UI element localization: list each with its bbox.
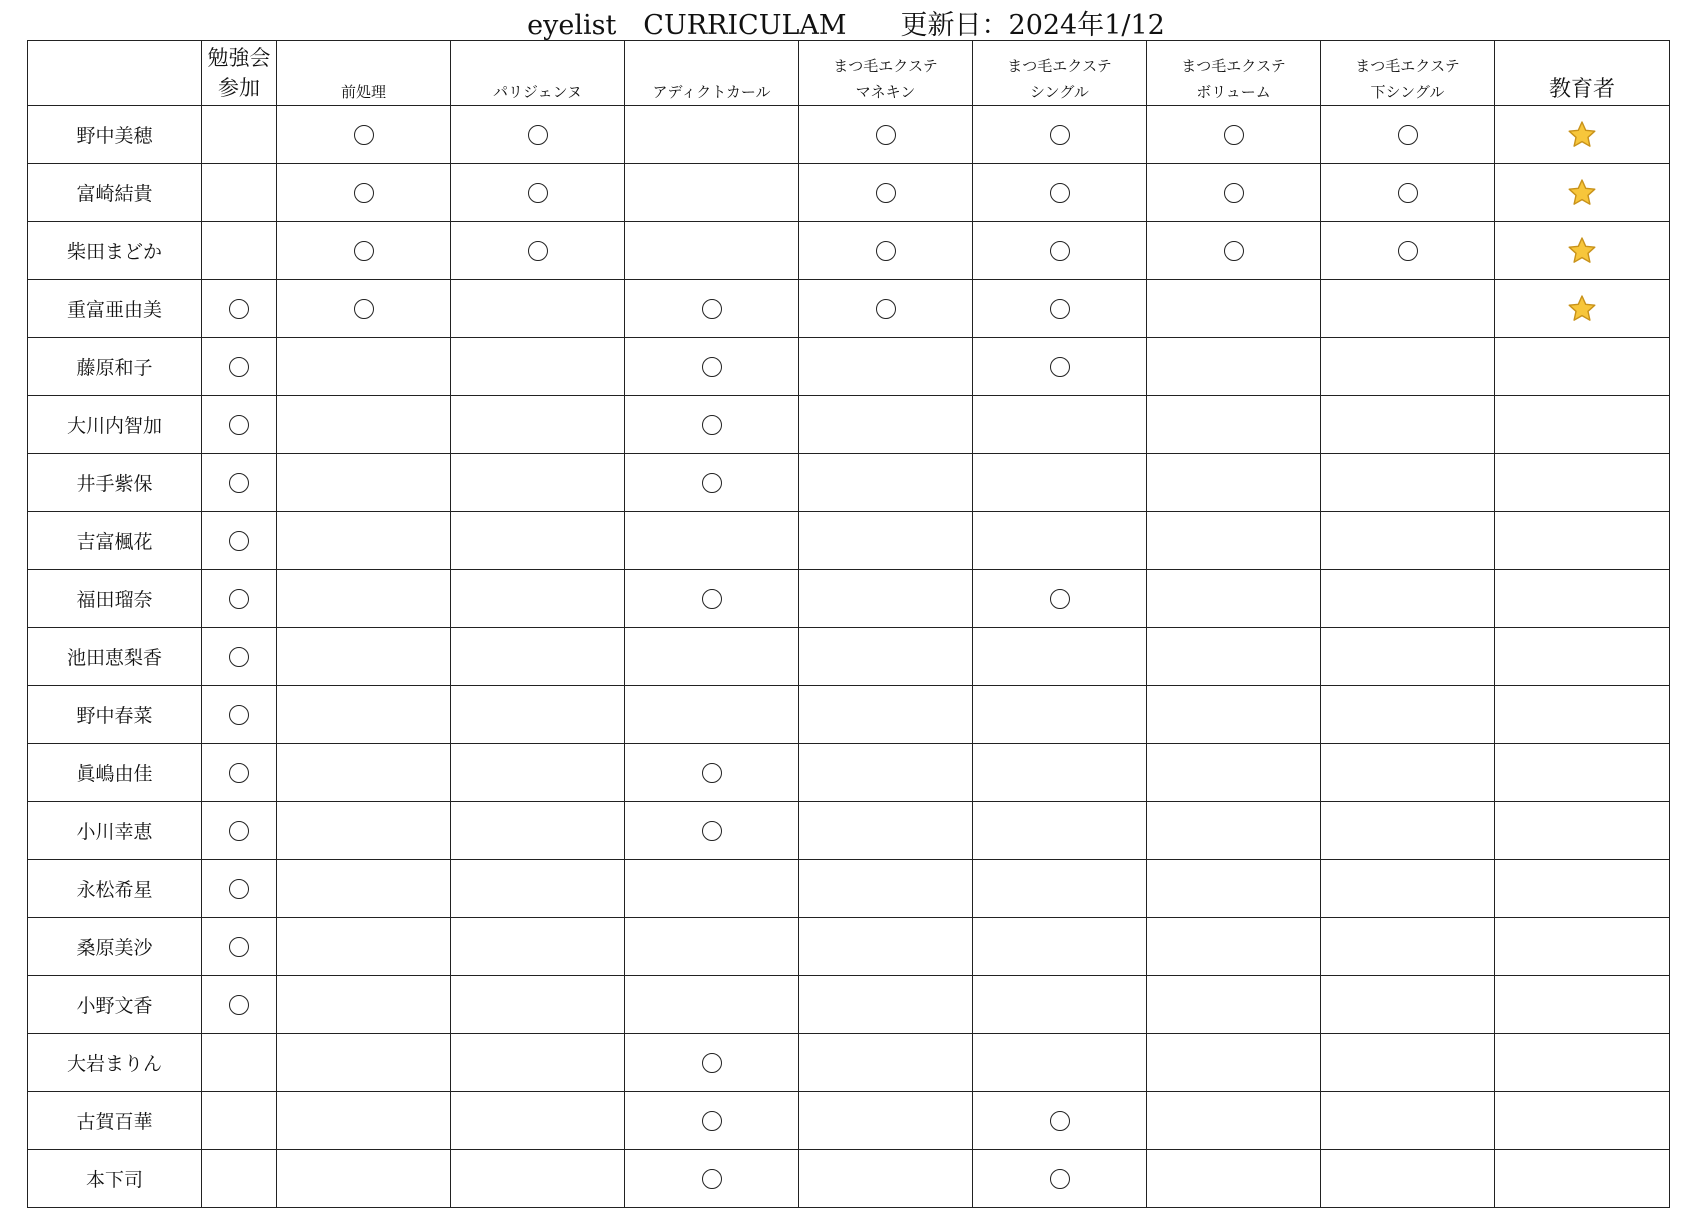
mark-cell [1321,1150,1495,1208]
header-line: まつ毛エクステ [1007,57,1112,75]
mark-cell [1147,570,1321,628]
educator-header [1495,41,1670,106]
mark-cell [973,512,1147,570]
mark-cell [1321,860,1495,918]
circle-mark-icon [1050,589,1070,609]
mark-cell [1147,1150,1321,1208]
header-line: まつ毛エクステ [1355,57,1460,75]
mark-cell [625,280,799,338]
table-body [28,106,1670,1208]
mark-cell [451,628,625,686]
staff-name: 柴田まどか [28,222,202,280]
mark-cell [1321,628,1495,686]
circle-mark-icon [702,473,722,493]
staff-name: 野中春菜 [28,686,202,744]
mark-cell [799,744,973,802]
mark-cell [202,222,277,280]
mark-cell [451,280,625,338]
staff-name: 大岩まりん [28,1034,202,1092]
mark-cell [451,1150,625,1208]
star-shape [1569,238,1595,262]
mark-cell [973,918,1147,976]
mark-cell [202,106,277,164]
table-row [28,1034,1670,1092]
circle-mark-icon [702,299,722,319]
staff-name: 大川内智加 [28,396,202,454]
mark-cell [1147,512,1321,570]
circle-mark-icon [702,357,722,377]
circle-mark-icon [1398,183,1418,203]
mark-cell [973,106,1147,164]
mark-cell [1321,570,1495,628]
mark-cell [625,1150,799,1208]
header-line: まつ毛エクステ [833,57,938,75]
mark-cell [625,744,799,802]
mark-cell [1147,164,1321,222]
mark-cell [451,1092,625,1150]
mark-cell [1321,454,1495,512]
mark-cell [451,570,625,628]
table-row [28,454,1670,512]
table-row [28,1092,1670,1150]
mark-cell [1321,686,1495,744]
mark-cell [799,280,973,338]
mark-cell [1147,744,1321,802]
mark-cell [799,918,973,976]
circle-mark-icon [702,1169,722,1189]
mark-cell [1147,280,1321,338]
mark-cell [973,1034,1147,1092]
circle-mark-icon [229,299,249,319]
staff-name: 古賀百華 [28,1092,202,1150]
circle-mark-icon [1050,1169,1070,1189]
mark-cell [799,860,973,918]
mark-cell [202,802,277,860]
mark-cell [1321,106,1495,164]
mark-cell [451,744,625,802]
mark-cell [1147,628,1321,686]
lash-extension-mannequin-header [799,41,973,106]
mark-cell [202,1092,277,1150]
mark-cell [625,686,799,744]
mark-cell [277,686,451,744]
mark-cell [973,860,1147,918]
circle-mark-icon [229,937,249,957]
educator-cell [1495,280,1670,338]
mark-cell [625,454,799,512]
mark-cell [973,222,1147,280]
circle-mark-icon [229,879,249,899]
mark-cell [1321,396,1495,454]
educator-cell [1495,1092,1670,1150]
mark-cell [625,512,799,570]
mark-cell [799,802,973,860]
circle-mark-icon [229,357,249,377]
educator-cell [1495,686,1670,744]
educator-cell [1495,338,1670,396]
document-title: eyelist CURRICULAM 更新日：2024年1/12 [527,10,1165,41]
star-icon [1567,236,1597,266]
circle-mark-icon [876,299,896,319]
circle-mark-icon [702,589,722,609]
table-row [28,628,1670,686]
circle-mark-icon [229,821,249,841]
mark-cell [973,396,1147,454]
mark-cell [202,338,277,396]
table-row [28,570,1670,628]
mark-cell [451,222,625,280]
star-shape [1569,180,1595,204]
mark-cell [277,1034,451,1092]
mark-cell [277,106,451,164]
mark-cell [625,570,799,628]
mark-cell [799,396,973,454]
circle-mark-icon [528,125,548,145]
circle-mark-icon [1050,1111,1070,1131]
mark-cell [202,860,277,918]
circle-mark-icon [354,299,374,319]
educator-cell [1495,396,1670,454]
mark-cell [202,164,277,222]
mark-cell [625,918,799,976]
table-row [28,918,1670,976]
mark-cell [277,802,451,860]
mark-cell [799,338,973,396]
mark-cell [799,1034,973,1092]
mark-cell [625,396,799,454]
circle-mark-icon [702,763,722,783]
mark-cell [1147,1034,1321,1092]
mark-cell [451,106,625,164]
mark-cell [1147,106,1321,164]
header-row [28,41,1670,106]
educator-cell [1495,918,1670,976]
staff-name: 眞嶋由佳 [28,744,202,802]
mark-cell [625,222,799,280]
mark-cell [202,744,277,802]
mark-cell [799,222,973,280]
mark-cell [277,396,451,454]
addict-curl-header [625,41,799,106]
circle-mark-icon [1224,125,1244,145]
mark-cell [451,454,625,512]
circle-mark-icon [229,995,249,1015]
educator-cell [1495,1150,1670,1208]
curriculum-table [27,40,1670,1208]
header-line: ボリューム [1196,83,1271,101]
circle-mark-icon [876,241,896,261]
staff-name: 藤原和子 [28,338,202,396]
staff-name: 重富亜由美 [28,280,202,338]
mark-cell [625,164,799,222]
staff-name: 福田瑠奈 [28,570,202,628]
mark-cell [1147,860,1321,918]
circle-mark-icon [1050,241,1070,261]
mark-cell [277,744,451,802]
mark-cell [625,976,799,1034]
mark-cell [1321,918,1495,976]
lash-extension-single-header [973,41,1147,106]
mark-cell [625,106,799,164]
staff-name: 本下司 [28,1150,202,1208]
circle-mark-icon [702,1111,722,1131]
staff-name: 永松希星 [28,860,202,918]
mark-cell [799,1150,973,1208]
star-icon [1567,120,1597,150]
circle-mark-icon [354,241,374,261]
mark-cell [625,1034,799,1092]
educator-cell [1495,164,1670,222]
circle-mark-icon [876,183,896,203]
header-line: マネキン [855,83,916,101]
table-row [28,744,1670,802]
circle-mark-icon [1050,357,1070,377]
mark-cell [202,1034,277,1092]
mark-cell [1147,976,1321,1034]
mark-cell [277,976,451,1034]
mark-cell [973,338,1147,396]
circle-mark-icon [1224,241,1244,261]
header-line: 教育者 [1548,77,1615,102]
mark-cell [1321,1092,1495,1150]
mark-cell [1321,512,1495,570]
mark-cell [202,512,277,570]
mark-cell [1321,976,1495,1034]
star-icon [1567,294,1597,324]
circle-mark-icon [876,125,896,145]
educator-cell [1495,802,1670,860]
circle-mark-icon [1050,299,1070,319]
mark-cell [625,1092,799,1150]
mark-cell [973,744,1147,802]
mark-cell [202,280,277,338]
mark-cell [277,918,451,976]
mark-cell [277,338,451,396]
educator-cell [1495,1034,1670,1092]
educator-cell [1495,512,1670,570]
mark-cell [202,628,277,686]
mark-cell [277,628,451,686]
star-shape [1569,122,1595,146]
mark-cell [1147,918,1321,976]
educator-cell [1495,860,1670,918]
table-row [28,1150,1670,1208]
table-row [28,396,1670,454]
mark-cell [277,1092,451,1150]
mark-cell [277,860,451,918]
mark-cell [799,628,973,686]
star-shape [1569,296,1595,320]
header-line: シングル [1030,83,1089,101]
mark-cell [202,686,277,744]
mark-cell [799,976,973,1034]
table-row [28,338,1670,396]
mark-cell [1147,222,1321,280]
educator-cell [1495,628,1670,686]
educator-cell [1495,222,1670,280]
staff-name: 池田恵梨香 [28,628,202,686]
mark-cell [1321,164,1495,222]
mark-cell [973,570,1147,628]
header-line: アディクトカール [652,83,771,101]
mark-cell [451,338,625,396]
staff-name: 桑原美沙 [28,918,202,976]
table-row [28,222,1670,280]
circle-mark-icon [1224,183,1244,203]
circle-mark-icon [229,531,249,551]
mark-cell [202,976,277,1034]
mark-cell [625,338,799,396]
header-line: 勉強会 [207,46,271,70]
circle-mark-icon [229,473,249,493]
educator-cell [1495,106,1670,164]
mark-cell [799,164,973,222]
circle-mark-icon [354,183,374,203]
mark-cell [973,1150,1147,1208]
mark-cell [625,802,799,860]
mark-cell [451,164,625,222]
staff-name: 野中美穂 [28,106,202,164]
staff-name: 小野文香 [28,976,202,1034]
mark-cell [202,454,277,512]
circle-mark-icon [229,705,249,725]
mark-cell [973,686,1147,744]
mark-cell [277,164,451,222]
mark-cell [1147,396,1321,454]
circle-mark-icon [1398,125,1418,145]
mark-cell [277,1150,451,1208]
lash-extension-lower-single-header [1321,41,1495,106]
circle-mark-icon [528,241,548,261]
circle-mark-icon [1050,183,1070,203]
mark-cell [1321,802,1495,860]
mark-cell [799,512,973,570]
table-row [28,106,1670,164]
mark-cell [625,628,799,686]
pretreatment-header [277,41,451,106]
circle-mark-icon [1050,125,1070,145]
mark-cell [451,976,625,1034]
circle-mark-icon [702,1053,722,1073]
parisienne-header [451,41,625,106]
mark-cell [451,1034,625,1092]
mark-cell [973,976,1147,1034]
mark-cell [1321,1034,1495,1092]
mark-cell [973,1092,1147,1150]
mark-cell [799,1092,973,1150]
mark-cell [451,396,625,454]
mark-cell [202,918,277,976]
staff-name: 井手紫保 [28,454,202,512]
mark-cell [799,686,973,744]
mark-cell [202,570,277,628]
mark-cell [625,860,799,918]
educator-cell [1495,976,1670,1034]
circle-mark-icon [229,415,249,435]
staff-name: 小川幸恵 [28,802,202,860]
mark-cell [277,222,451,280]
mark-cell [1147,1092,1321,1150]
mark-cell [451,512,625,570]
circle-mark-icon [229,647,249,667]
mark-cell [973,454,1147,512]
circle-mark-icon [1398,241,1418,261]
mark-cell [202,396,277,454]
table-row [28,802,1670,860]
mark-cell [277,280,451,338]
staff-name: 富崎結貴 [28,164,202,222]
mark-cell [973,280,1147,338]
mark-cell [277,454,451,512]
study-session-header [202,41,277,106]
mark-cell [1321,280,1495,338]
mark-cell [277,570,451,628]
mark-cell [451,686,625,744]
mark-cell [277,512,451,570]
mark-cell [451,860,625,918]
mark-cell [451,918,625,976]
circle-mark-icon [229,763,249,783]
mark-cell [799,570,973,628]
table-row [28,512,1670,570]
mark-cell [973,164,1147,222]
mark-cell [799,454,973,512]
table-row [28,164,1670,222]
circle-mark-icon [528,183,548,203]
table-row [28,686,1670,744]
mark-cell [799,106,973,164]
name-column-header [28,41,202,106]
table-row [28,280,1670,338]
star-icon [1567,178,1597,208]
educator-cell [1495,570,1670,628]
mark-cell [1321,338,1495,396]
header-line: まつ毛エクステ [1181,57,1286,75]
mark-cell [1147,686,1321,744]
header-line: 前処理 [340,83,386,101]
header-line: 参加 [218,76,260,100]
staff-name: 吉富楓花 [28,512,202,570]
educator-cell [1495,454,1670,512]
mark-cell [451,802,625,860]
circle-mark-icon [702,821,722,841]
mark-cell [973,628,1147,686]
educator-cell [1495,744,1670,802]
circle-mark-icon [354,125,374,145]
lash-extension-volume-header [1147,41,1321,106]
mark-cell [1147,802,1321,860]
circle-mark-icon [229,589,249,609]
mark-cell [1147,454,1321,512]
mark-cell [202,1150,277,1208]
mark-cell [973,802,1147,860]
mark-cell [1321,744,1495,802]
mark-cell [1147,338,1321,396]
header-line: パリジェンヌ [492,83,583,101]
mark-cell [1321,222,1495,280]
table-row [28,860,1670,918]
circle-mark-icon [702,415,722,435]
table-row [28,976,1670,1034]
header-line: 下シングル [1370,83,1445,101]
